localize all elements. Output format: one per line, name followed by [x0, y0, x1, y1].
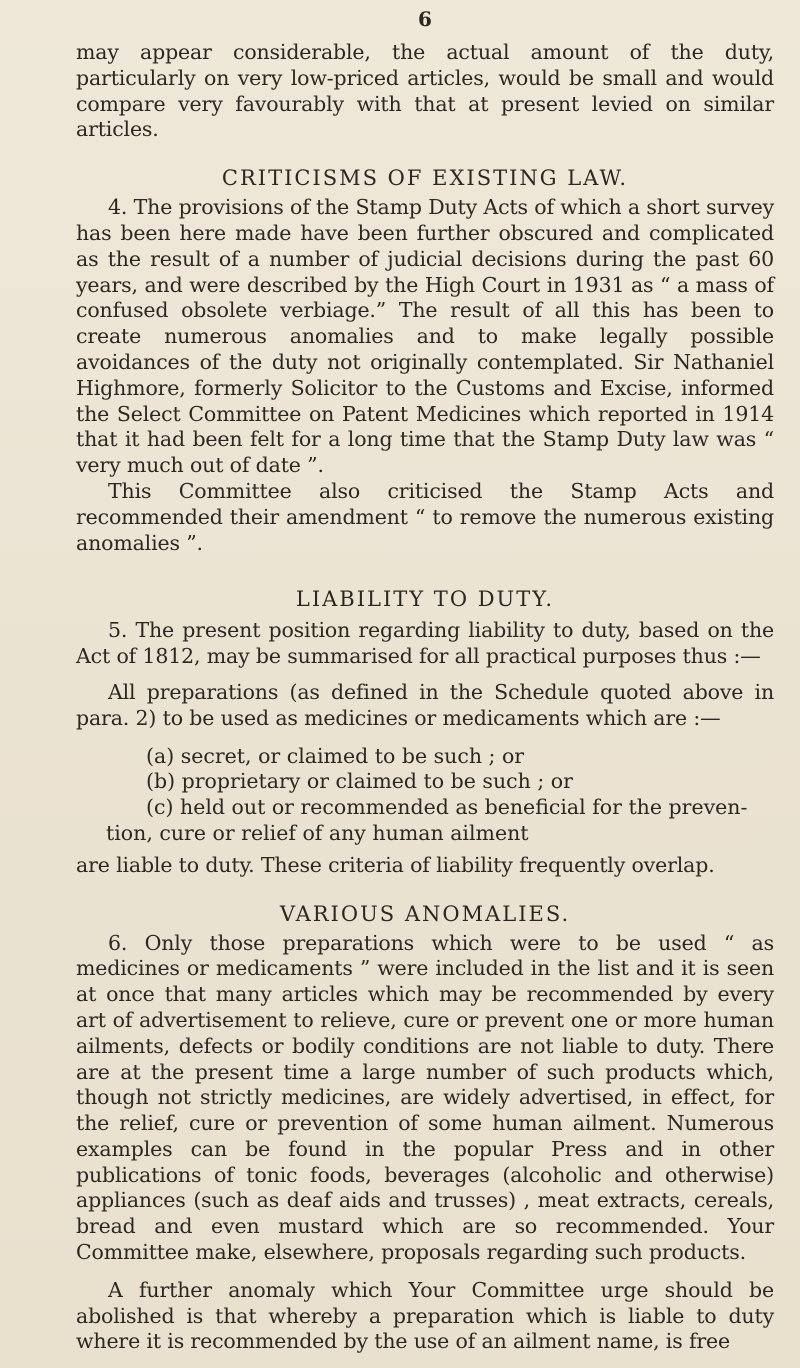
paragraph-5: 5. The present position regarding liability to duty, based on the Act of 1812, may be summarised for all practical purposes thus :— — [76, 618, 774, 669]
heading-criticisms: CRITICISMS OF EXISTING LAW. — [221, 166, 629, 191]
intro-paragraph: may appear considerable, the actual amount of the duty, particularly on very low-priced articles, would be small and would compare very favourably with that at present levied on similar articles. — [76, 40, 774, 142]
paragraph-5-preparations: All preparations (as defined in the Schedule quoted above in para. 2) to be used as medicines or medicaments which are :— — [76, 679, 774, 730]
criteria-item-b: (b) proprietary or claimed to be such ; or — [146, 769, 573, 794]
paragraph-5-liable: are liable to duty. These criteria of liability frequently overlap. — [76, 852, 715, 877]
page-number: 6 — [418, 7, 432, 31]
paragraph-6: 6. Only those preparations which were to be used “ as medicines or medicaments ” were included in the list and it is seen at once that many articles which may be recommended by every art of advertisement to relieve, cure or prevent one or more human ailments, defects or bodily conditions are not liable to duty. There are at the present time a large number of such products which, though not strictly medicines, are widely advertised, in effect, for the relief, cure or prevention of some human ailment. Numerous examples can be found in the popular Press and in other publications of tonic foods, beverages (alcoholic and otherwise) appliances (such as deaf aids and trusses) , meat extracts, cereals, bread and even mustard which are so recommended. Your Committee make, elsewhere, proposals regarding such products. — [76, 930, 774, 1265]
heading-liability: LIABILITY TO DUTY. — [295, 587, 555, 612]
paragraph-4-continued: This Committee also criticised the Stamp Acts and recommended their amendment “ to remove the numerous existing anomalies ”. — [76, 478, 774, 555]
heading-anomalies: VARIOUS ANOMALIES. — [279, 901, 571, 926]
criteria-item-a: (a) secret, or claimed to be such ; or — [146, 743, 525, 768]
paragraph-4: 4. The provisions of the Stamp Duty Acts of which a short survey has been here made have been further obscured and complicated as the result of a number of judicial decisions during the past 60 years, and were described by the High Court in 1931 as “ a mass of confused obsolete verbiage.” The result of all this has been to create numerous anomalies and to make legally possible avoidances of the duty not originally contemplated. Sir Nathaniel Highmore, formerly Solicitor to the Customs and Excise, informed the Select Committee on Patent Medicines which reported in 1914 that it had been felt for a long time that the Stamp Duty law was “ very much out of date ”. — [76, 195, 774, 478]
paragraph-6-continued: A further anomaly which Your Committee urge should be abolished is that whereby a preparation which is liable to duty where it is recommended by the use of an ailment name, is free — [76, 1277, 774, 1354]
criteria-item-c — [106, 795, 774, 847]
criteria-list — [76, 744, 774, 847]
criteria-item-c-text: (c) held out or recommended as beneficial for the preven- — [146, 795, 748, 820]
criteria-item-c-continuation: tion, cure or relief of any human ailment — [106, 820, 529, 845]
